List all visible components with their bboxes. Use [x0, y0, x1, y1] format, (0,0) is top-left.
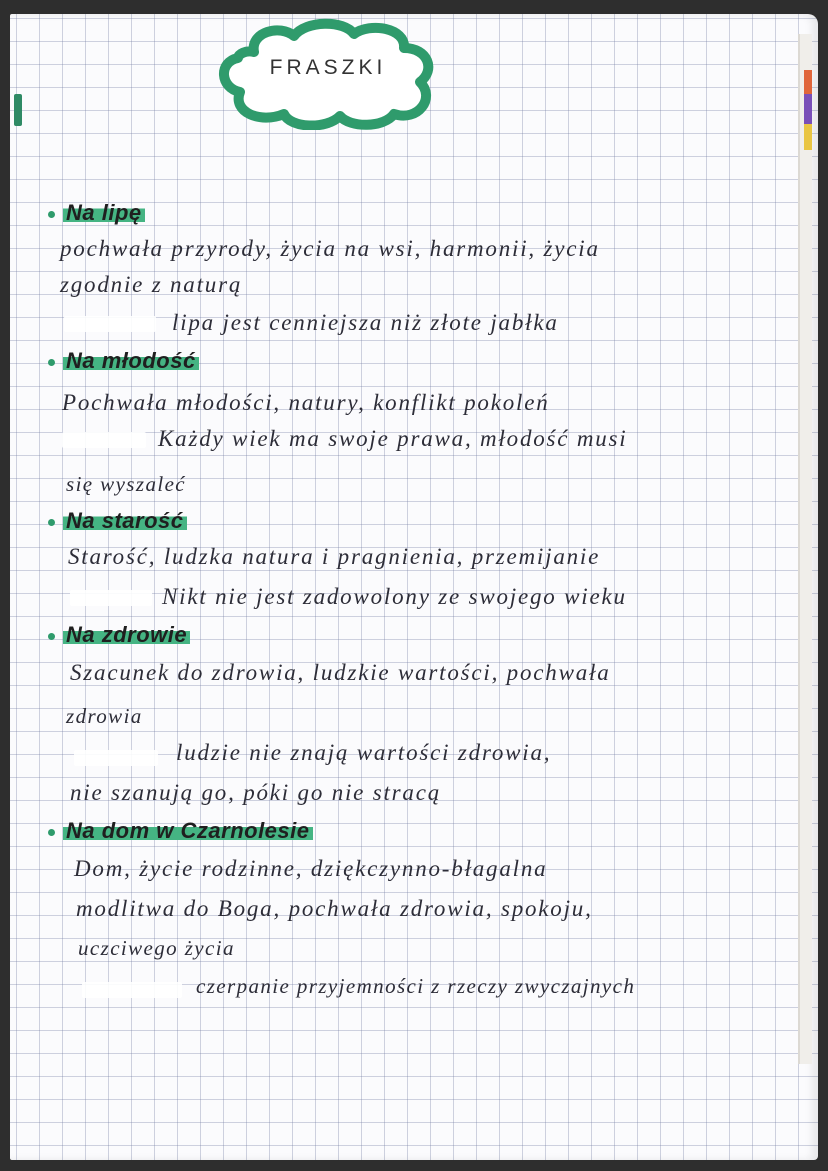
- note-line: zgodnie z naturą: [60, 272, 243, 297]
- bullet-icon: [48, 633, 55, 640]
- title-cloud: [214, 18, 442, 130]
- note-line: Każdy wiek ma swoje prawa, młodość musi: [158, 426, 628, 451]
- section-heading-na-zdrowie: Na zdrowie: [48, 622, 190, 648]
- note-line: uczciwego życia: [78, 936, 235, 960]
- note-line: Dom, życie rodzinne, dziękczynno-błagalna: [74, 856, 548, 881]
- spine-tab-marker: [14, 94, 22, 126]
- orange-tab: [804, 70, 812, 94]
- redaction-strip: [74, 750, 158, 766]
- yellow-tab: [804, 124, 812, 150]
- bullet-icon: [48, 211, 55, 218]
- note-line: pochwała przyrody, życia na wsi, harmonii, życia: [60, 236, 600, 261]
- section-heading-na-mlodosc: Na młodość: [48, 348, 199, 374]
- note-line: Starość, ludzka natura i pragnienia, przemijanie: [68, 544, 601, 569]
- redaction-strip: [70, 590, 152, 606]
- note-line: modlitwa do Boga, pochwała zdrowia, spokoju,: [76, 896, 593, 921]
- redaction-strip: [62, 432, 146, 448]
- page-edge-tabs: [798, 34, 812, 1074]
- bullet-icon: [48, 829, 55, 836]
- section-heading-na-lipe: Na lipę: [48, 200, 145, 226]
- note-line: ludzie nie znają wartości zdrowia,: [176, 740, 552, 765]
- note-line: czerpanie przyjemności z rzeczy zwyczajnych: [196, 974, 636, 998]
- section-heading-na-dom-w-czarnolesie: Na dom w Czarnolesie: [48, 818, 313, 844]
- note-line: się wyszaleć: [66, 472, 187, 496]
- bullet-icon: [48, 519, 55, 526]
- note-line: Nikt nie jest zadowolony ze swojego wieku: [162, 584, 627, 609]
- page-stack-edge: [800, 34, 812, 1064]
- purple-tab: [804, 94, 812, 124]
- page-title: FRASZKI: [269, 56, 387, 79]
- section-heading-na-starosc: Na starość: [48, 508, 187, 534]
- bullet-icon: [48, 359, 55, 366]
- note-line: nie szanują go, póki go nie stracą: [70, 780, 442, 805]
- redaction-strip: [64, 316, 156, 332]
- note-line: Pochwała młodości, natury, konflikt pokoleń: [62, 390, 550, 415]
- note-line: lipa jest cenniejsza niż złote jabłka: [172, 310, 559, 335]
- note-line: zdrowia: [66, 704, 143, 728]
- note-line: Szacunek do zdrowia, ludzkie wartości, pochwała: [70, 660, 611, 685]
- redaction-strip: [82, 982, 182, 998]
